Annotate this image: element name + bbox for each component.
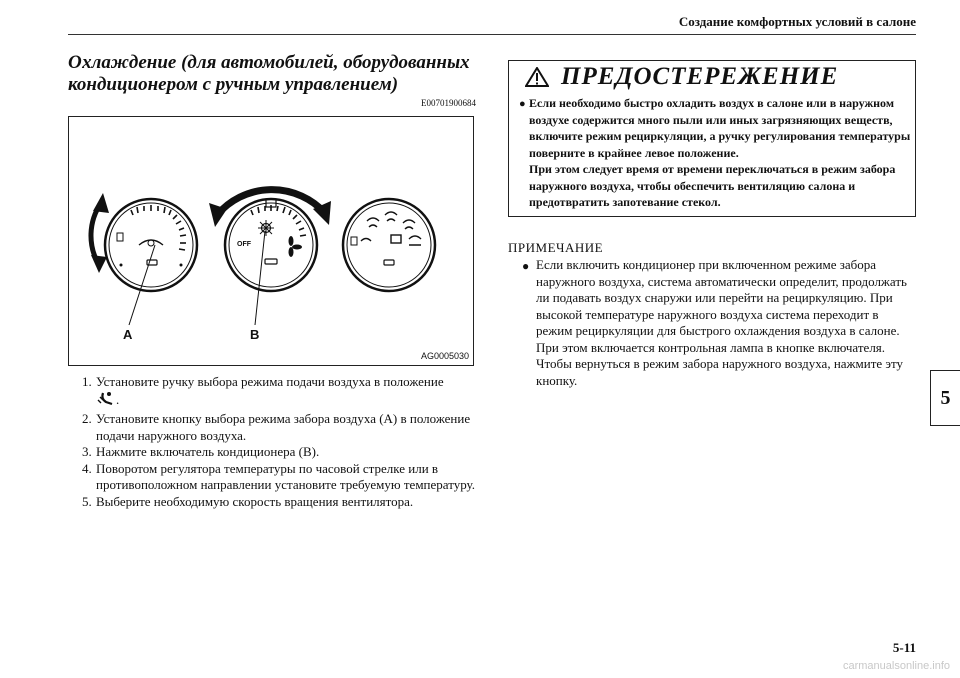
step-text: Нажмите включатель кондиционера (B). <box>96 444 320 459</box>
warning-paragraph: Если необходимо быстро охладить воздух в салоне или в наружном воздухе содержится много пыли или иных загрязняющих веществ, включите режим рециркуляции, а ручку регулирования температуры поверните в крайнее левое положение. <box>529 96 911 160</box>
section-code: E00701900684 <box>421 98 476 108</box>
bullet: ● <box>519 98 526 110</box>
step-text: Выберите необходимую скорость вращения вентилятора. <box>96 493 414 509</box>
list-item <box>82 374 482 411</box>
page-number: 5-11 <box>892 640 916 655</box>
step-text: Установите кнопку выбора режима забора воздуха (A) в положение подачи наружного воздуха. <box>96 411 471 443</box>
warning-header <box>509 61 915 93</box>
mode-selector-knob <box>91 193 197 291</box>
temperature-knob <box>209 190 331 291</box>
step-number: 2. <box>82 411 92 426</box>
warning-box <box>508 60 916 217</box>
warning-title: ПРЕДОСТЕРЕЖЕНИЕ <box>561 63 839 90</box>
warning-icon <box>525 67 549 87</box>
note-body <box>522 257 918 389</box>
step-text: Установите ручку выбора режима подачи воздуха в положение <box>96 374 444 389</box>
warning-paragraph: При этом следует время от времени переключаться в режим забора наружного воздуха, чтобы обеспечить вентиляцию салона и предотвратить запотевание стекол. <box>529 162 896 209</box>
list-item <box>82 411 482 444</box>
list-item <box>82 494 482 511</box>
step-number: 3. <box>82 444 92 459</box>
air-intake-knob <box>343 199 435 291</box>
ac-off-label: OFF <box>237 241 251 248</box>
steps-list <box>82 374 482 510</box>
step-number: 1. <box>82 374 92 389</box>
step-suffix: . <box>116 391 120 407</box>
warning-body <box>519 95 911 211</box>
callout-a: A <box>123 327 133 342</box>
watermark: carmanualsonline.info <box>842 660 950 672</box>
fan-icon <box>289 236 303 257</box>
step-number: 4. <box>82 460 92 476</box>
control-panel-figure <box>68 116 474 366</box>
floor-vent-mode-icon <box>96 391 116 412</box>
step-number: 5. <box>82 493 92 509</box>
section-title: Охлаждение (для автомобилей, оборудованных кондиционером с ручным управлением) <box>68 52 470 95</box>
running-header: Создание комфортных условий в салоне <box>678 14 916 29</box>
note-heading: ПРИМЕЧАНИЕ <box>508 240 604 255</box>
callout-b: B <box>250 327 260 342</box>
step-text: Поворотом регулятора температуры по часовой стрелке или в противоположном направлении установите требуемую температуру. <box>96 460 475 492</box>
header-divider <box>68 34 916 35</box>
bullet: ● <box>522 259 530 273</box>
climate-controls-illustration <box>69 117 473 365</box>
list-item <box>82 461 482 494</box>
figure-code: AG0005030 <box>420 351 469 361</box>
chapter-tab: 5 <box>930 370 960 426</box>
list-item <box>82 444 482 461</box>
note-text: Если включить кондиционер при включенном режиме забора наружного воздуха, система автоматически определит, продолжать ли подавать воздух снаружи или перейти на рециркуляцию. При высокой температуре наружного воздуха система переходит в режим рециркуляции для быстрого охлаждения воздуха в салоне. При этом включается контрольная лампа в кнопке включателя. Чтобы вернуться в режим забора наружного воздуха, нажмите эту кнопку. <box>536 257 907 388</box>
